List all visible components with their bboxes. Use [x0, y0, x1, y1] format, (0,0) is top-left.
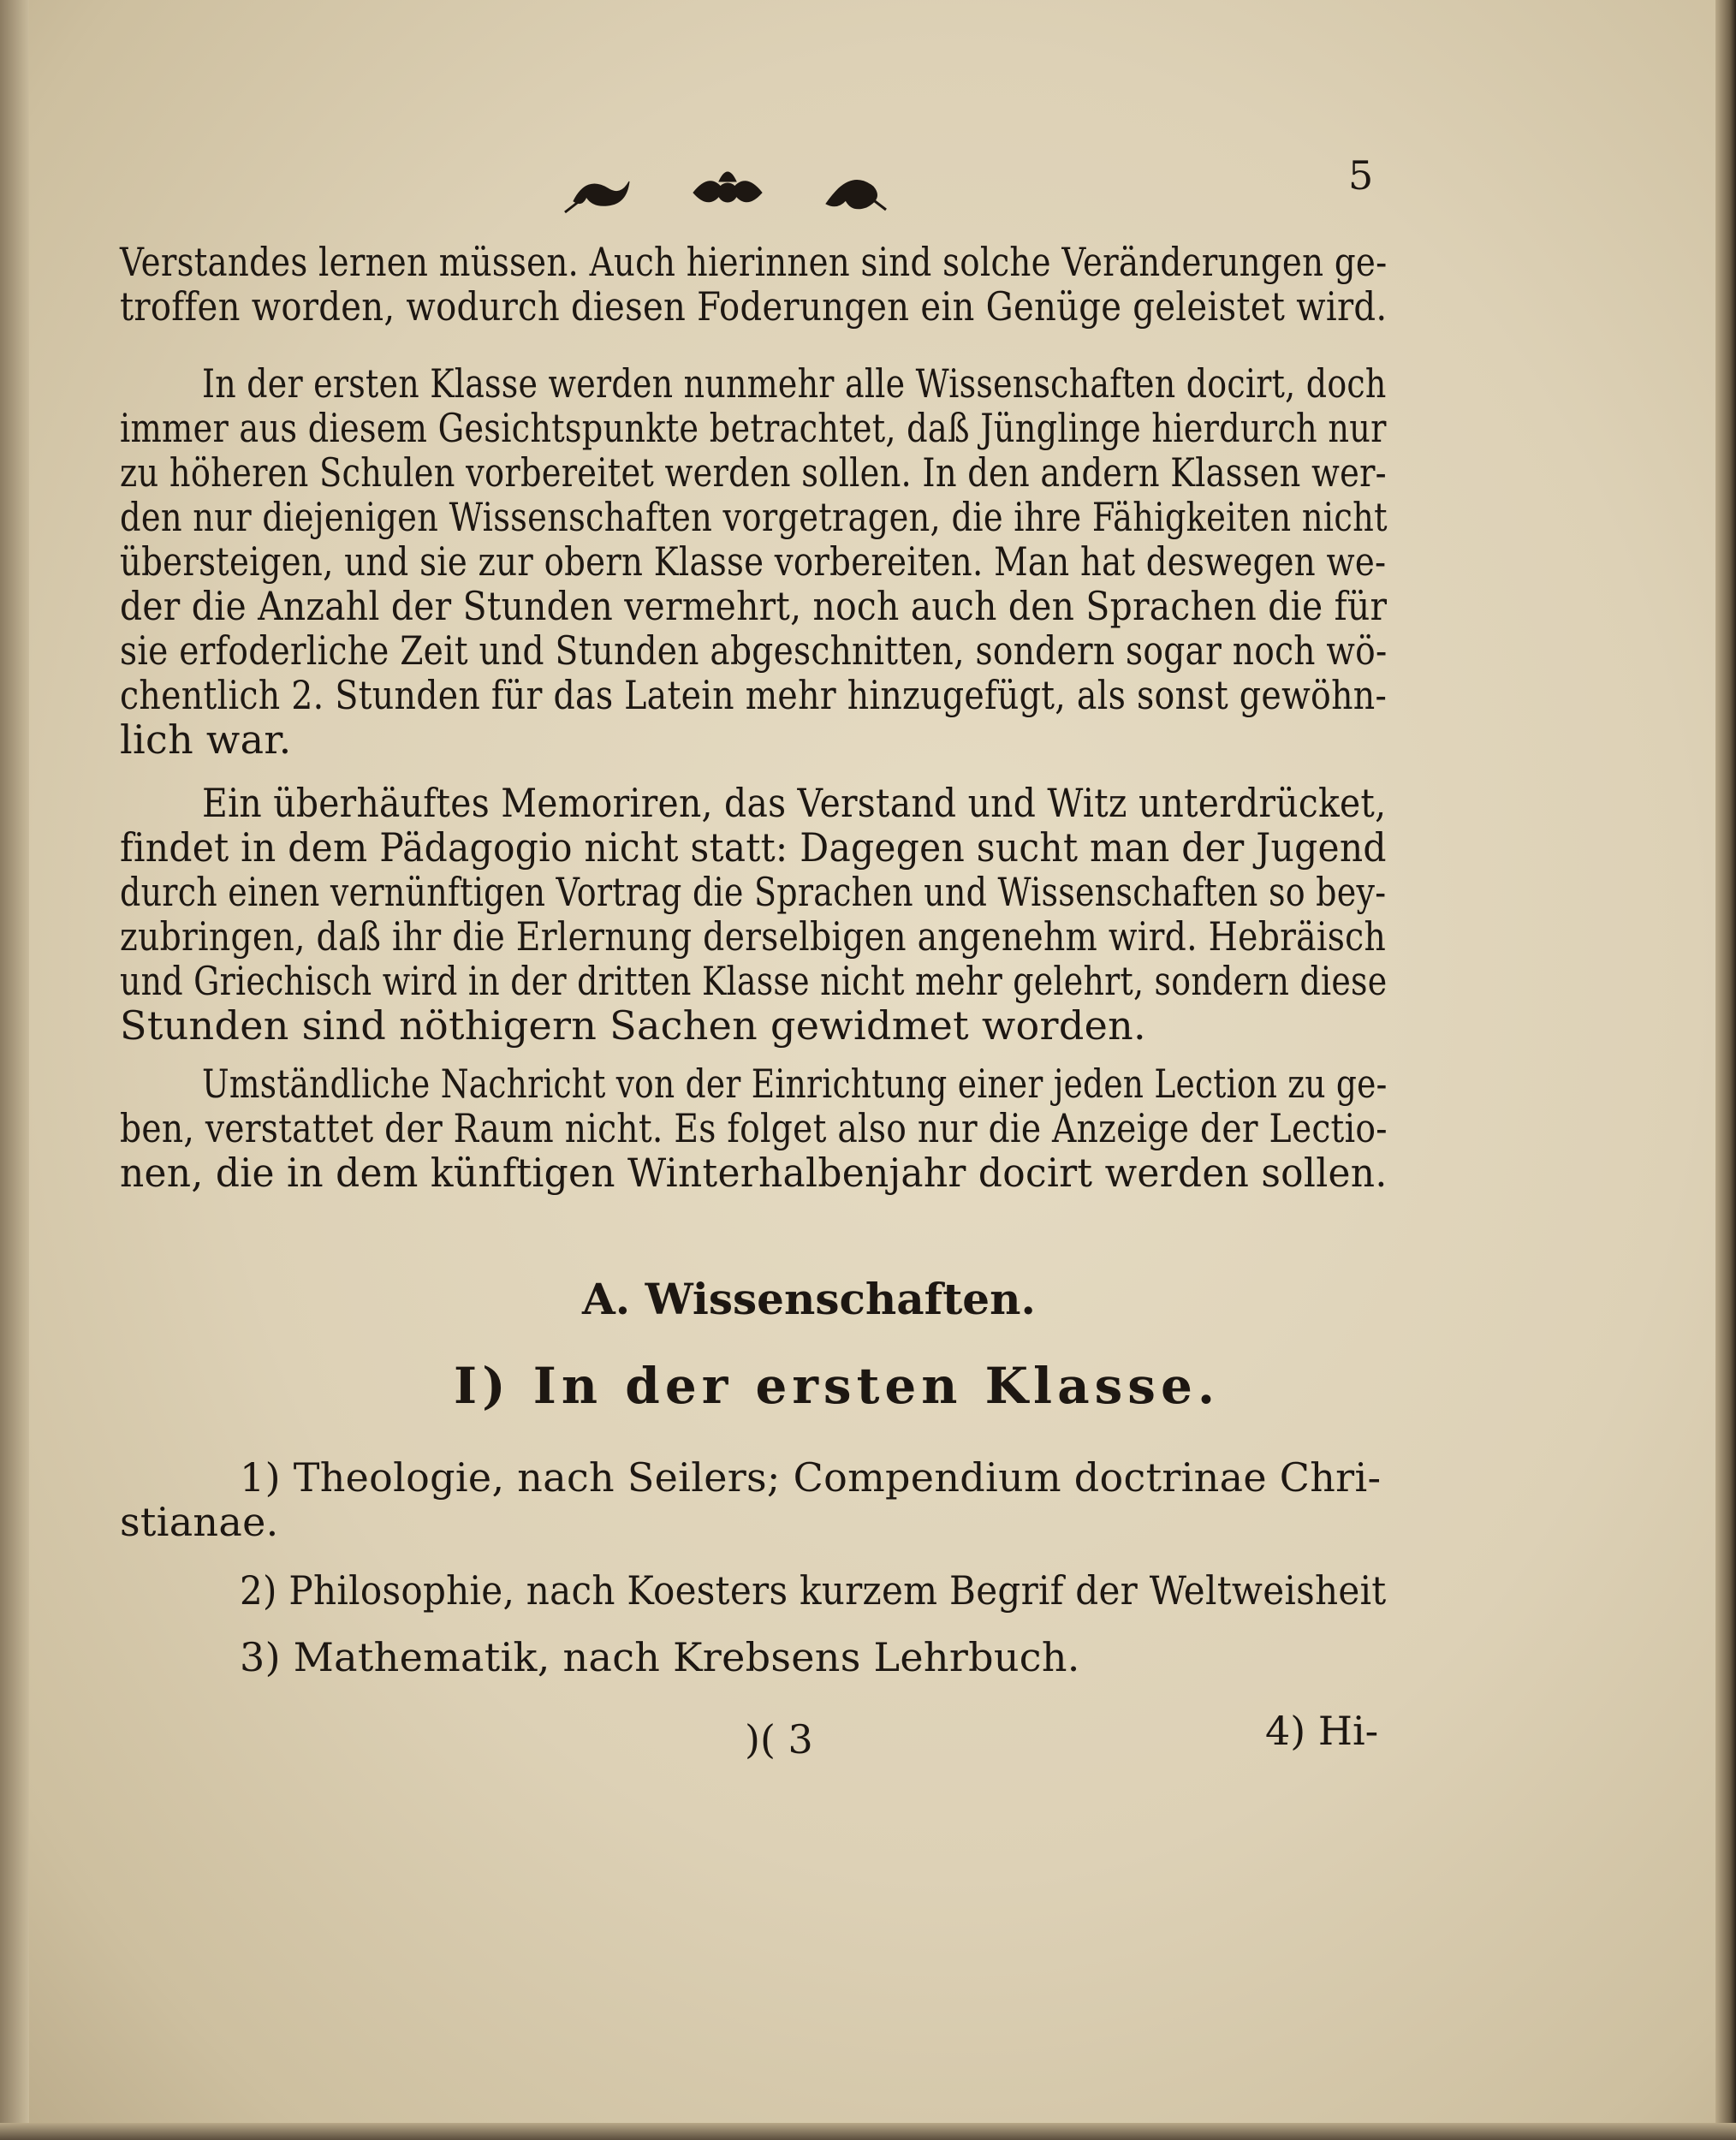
paragraph-2-line-6: der die Anzahl der Stunden vermehrt, noch auch den Sprachen die für [120, 583, 1388, 629]
paragraph-1-line-2: troffen worden, wodurch diesen Foderungen ein Genüge geleistet wird. [120, 283, 1388, 330]
paragraph-4-line-3: nen, die in dem künftigen Winterhalbenjahr docirt werden sollen. [120, 1150, 1388, 1196]
paragraph-3-line-4: zubringen, daß ihr die Erlernung derselbigen angenehm wird. Hebräisch [120, 913, 1387, 960]
paragraph-3-line-1: Ein überhäuftes Memoriren, das Verstand und Witz unterdrücket, [202, 780, 1387, 826]
list-item-1-line-2: stianae. [120, 1499, 279, 1545]
section-heading: A. Wissenschaften. [582, 1274, 1036, 1324]
signature-mark: )( 3 [745, 1716, 813, 1763]
paragraph-2-line-5: übersteigen, und sie zur obern Klasse vorbereiten. Man hat deswegen we- [120, 538, 1387, 585]
paragraph-2-line-2: immer aus diesem Gesichtspunkte betrachtet, daß Jünglinge hierdurch nur [120, 405, 1387, 451]
catchword: 4) Hi- [1265, 1708, 1379, 1754]
paragraph-2-line-3: zu höheren Schulen vorbereitet werden sollen. In den andern Klassen wer- [120, 449, 1387, 496]
binding-gutter [0, 0, 29, 2140]
list-item-3: 3) Mathematik, nach Krebsens Lehrbuch. [240, 1634, 1080, 1680]
list-item-1-line-1: 1) Theologie, nach Seilers; Compendium doctrinae Chri- [240, 1454, 1382, 1501]
paragraph-2-line-8: chentlich 2. Stunden für das Latein mehr hinzugefügt, als sonst gewöhn- [120, 672, 1388, 718]
paragraph-3-line-3: durch einen vernünftigen Vortrag die Sprachen und Wissenschaften so bey- [120, 869, 1387, 915]
paragraph-4-line-1: Umständliche Nachricht von der Einrichtung einer jeden Lection zu ge- [202, 1061, 1388, 1107]
paragraph-1-line-1: Verstandes lernen müssen. Auch hierinnen sind solche Veränderungen ge- [120, 239, 1388, 285]
page-bottom-edge [0, 2123, 1736, 2140]
paragraph-4-line-2: ben, verstattet der Raum nicht. Es folget also nur die Anzeige der Lectio- [120, 1105, 1388, 1151]
paragraph-2-line-4: den nur diejenigen Wissenschaften vorgetragen, die ihre Fähigkeiten nicht [120, 494, 1388, 540]
subsection-heading: I) In der ersten Klasse. [454, 1357, 1221, 1415]
paragraph-2-line-9: lich war. [120, 716, 292, 763]
paragraph-3-line-5: und Griechisch wird in der dritten Klasse nicht mehr gelehrt, sondern diese [120, 958, 1388, 1004]
paragraph-2-line-7: sie erfoderliche Zeit und Stunden abgeschnitten, sondern sogar noch wö- [120, 627, 1388, 674]
list-item-2: 2) Philosophie, nach Koesters kurzem Begrif der Weltweisheit [240, 1567, 1387, 1614]
page-number: 5 [1348, 152, 1374, 199]
page-edge-shadow [1715, 0, 1736, 2140]
paragraph-3-line-2: findet in dem Pädagogio nicht statt: Dagegen sucht man der Jugend [120, 824, 1387, 871]
paragraph-2-line-1: In der ersten Klasse werden nunmehr alle Wissenschaften docirt, doch [202, 360, 1387, 407]
paragraph-3-line-6: Stunden sind nöthigern Sachen gewidmet worden. [120, 1002, 1146, 1049]
fleuron-ornament-icon [548, 163, 907, 223]
